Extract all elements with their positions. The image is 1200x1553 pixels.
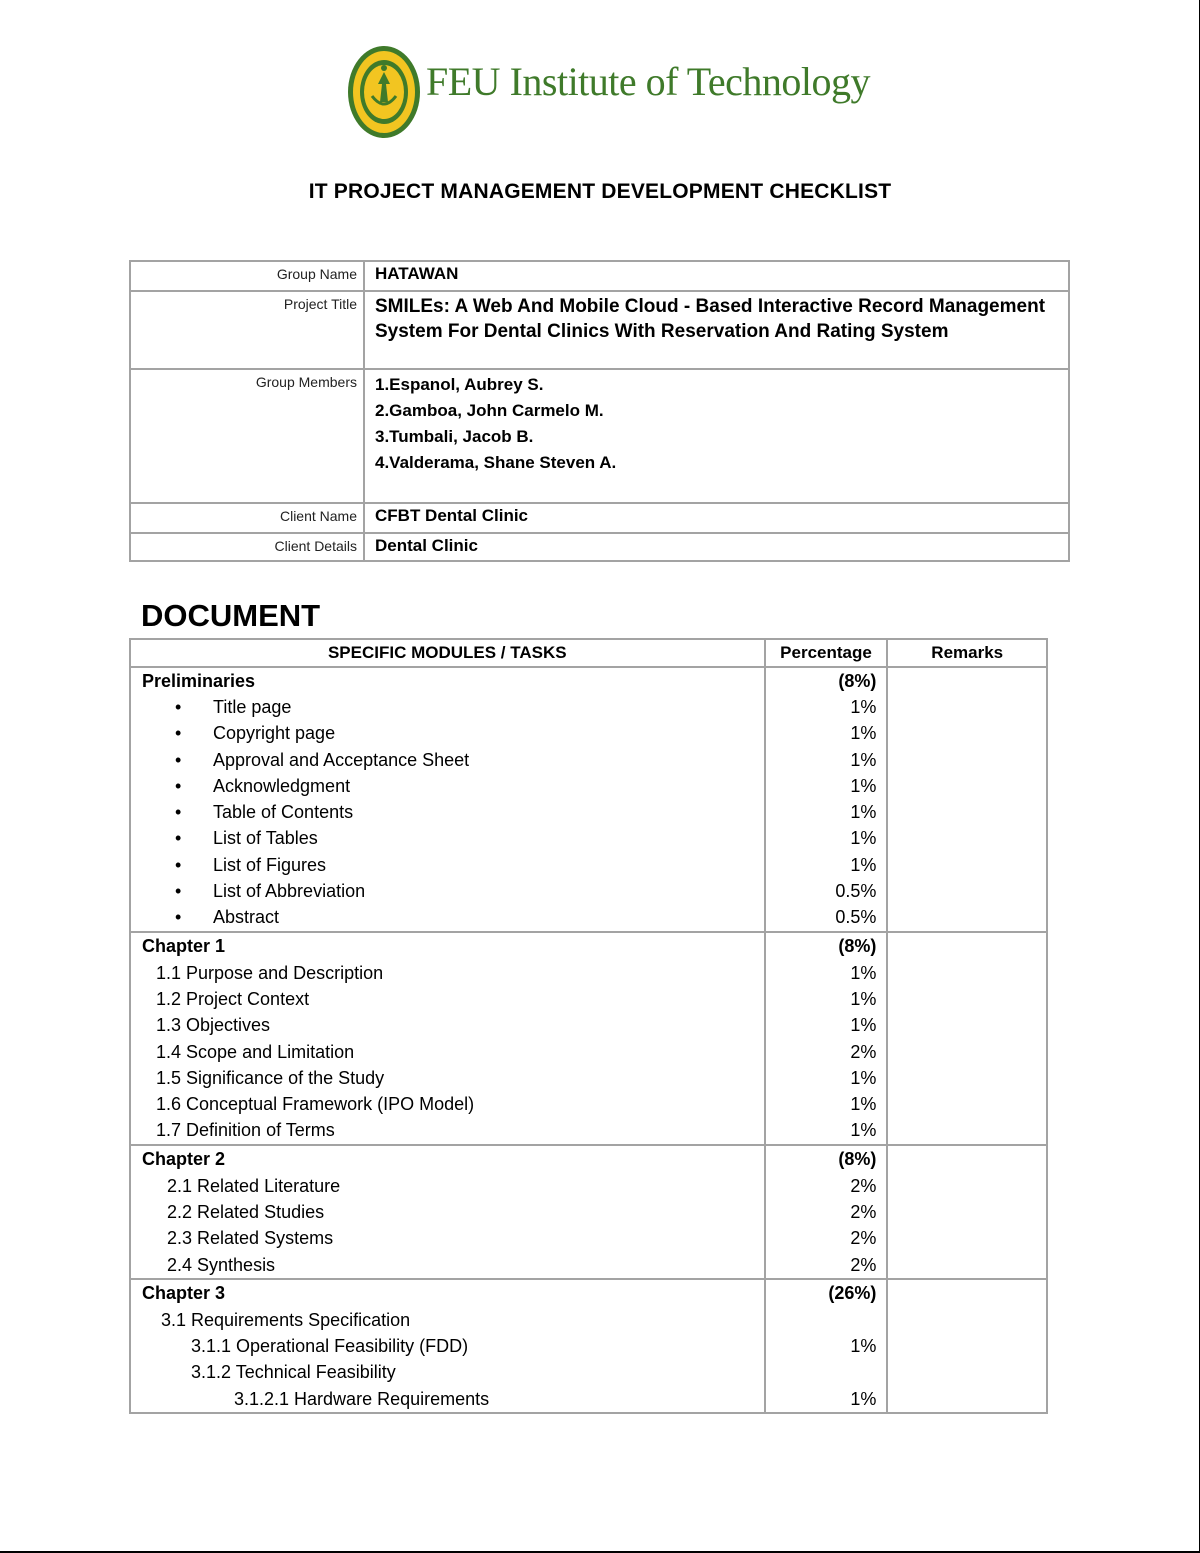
remarks-cell [887,747,1047,773]
task-percentage: 1% [765,694,888,720]
remarks-cell [887,1091,1047,1117]
remarks-cell [887,1334,1047,1360]
task-percentage: 1% [765,1013,888,1039]
info-row-group-name [130,261,1069,291]
group-members-list [364,369,1069,503]
task-label: Acknowledgment [213,775,351,796]
task-percentage: 1% [765,1386,888,1413]
table-row [130,1226,1047,1252]
table-row [130,986,1047,1012]
remarks-cell [887,852,1047,878]
task-percentage: 1% [765,773,888,799]
section-row-chapter-1 [130,932,1047,960]
remarks-cell [887,1252,1047,1279]
bullet-icon: • [175,749,182,770]
remarks-cell [887,1226,1047,1252]
info-row-client-name [130,503,1069,533]
task-label: Abstract [213,907,280,928]
task-label: Approval and Acceptance Sheet [213,749,470,770]
project-title-label: Project Title [130,291,364,369]
task-checklist-table [129,638,1048,1414]
task-percentage: 1% [765,799,888,825]
remarks-cell [887,878,1047,904]
section-title: Chapter 3 [130,1279,765,1307]
remarks-cell [887,905,1047,932]
task-percentage: 2% [765,1039,888,1065]
section-row-chapter-2 [130,1145,1047,1173]
section-row-chapter-3 [130,1279,1047,1307]
remarks-cell [887,1145,1047,1173]
section-title: Chapter 1 [130,932,765,960]
table-row [130,826,1047,852]
task-label: 3.1 Requirements Specification [130,1307,765,1333]
table-row [130,1173,1047,1199]
remarks-cell [887,1039,1047,1065]
task-percentage [765,1360,888,1386]
section-title: Chapter 2 [130,1145,765,1173]
task-label: List of Figures [213,854,327,875]
task-label: 3.1.2 Technical Feasibility [130,1360,765,1386]
task-label: 3.1.2.1 Hardware Requirements [130,1386,765,1413]
task-label: List of Abbreviation [213,881,366,902]
page-title: IT PROJECT MANAGEMENT DEVELOPMENT CHECKLIST [308,180,892,203]
column-header-percentage: Percentage [765,639,888,667]
document-heading: DOCUMENT [141,598,321,633]
task-percentage: 0.5% [765,878,888,904]
task-percentage: 1% [765,1065,888,1091]
task-label: 2.4 Synthesis [130,1252,765,1279]
bullet-icon: • [175,881,182,902]
client-name-label: Client Name [130,503,364,533]
task-label: Copyright page [213,723,336,744]
table-row [130,905,1047,932]
bullet-icon: • [175,696,182,717]
remarks-cell [887,932,1047,960]
table-row [130,960,1047,986]
member-item: 1.Espanol, Aubrey S. [375,375,544,394]
task-label: 1.5 Significance of the Study [130,1065,765,1091]
remarks-cell [887,721,1047,747]
task-percentage: 1% [765,747,888,773]
table-row [130,1065,1047,1091]
table-row [130,1013,1047,1039]
task-percentage: 1% [765,721,888,747]
remarks-cell [887,1360,1047,1386]
task-label: 1.3 Objectives [130,1013,765,1039]
task-percentage: 2% [765,1173,888,1199]
remarks-cell [887,773,1047,799]
table-row [130,747,1047,773]
info-row-client-details [130,533,1069,561]
group-name-label: Group Name [130,261,364,291]
task-label: 1.2 Project Context [130,986,765,1012]
table-row [130,1118,1047,1145]
column-header-tasks: SPECIFIC MODULES / TASKS [130,639,765,667]
task-label: 2.2 Related Studies [130,1199,765,1225]
remarks-cell [887,1013,1047,1039]
table-row [130,1091,1047,1117]
task-percentage: 0.5% [765,905,888,932]
task-label: 2.1 Related Literature [130,1173,765,1199]
task-label: 1.4 Scope and Limitation [130,1039,765,1065]
bullet-icon: • [175,802,182,823]
remarks-cell [887,826,1047,852]
section-title: Preliminaries [130,667,765,694]
remarks-cell [887,1386,1047,1413]
bullet-icon: • [175,907,182,928]
client-details-value: Dental Clinic [364,533,1069,561]
section-row-preliminaries [130,667,1047,694]
client-name-value: CFBT Dental Clinic [364,503,1069,533]
task-percentage: 1% [765,852,888,878]
project-info-table [129,260,1070,562]
group-members-label: Group Members [130,369,364,503]
logo-wordmark: FEU Institute of Technology [426,59,871,104]
bullet-icon: • [175,828,182,849]
table-row [130,1252,1047,1279]
task-percentage: 2% [765,1226,888,1252]
task-percentage: 1% [765,1118,888,1145]
table-row [130,878,1047,904]
feu-seal-icon [346,44,422,140]
table-row [130,773,1047,799]
section-percentage: (8%) [765,1145,888,1173]
table-row [130,1307,1047,1333]
institution-logo [346,44,876,140]
info-row-group-members [130,369,1069,503]
task-label: 1.6 Conceptual Framework (IPO Model) [130,1091,765,1117]
section-percentage: (26%) [765,1279,888,1307]
remarks-cell [887,1065,1047,1091]
remarks-cell [887,960,1047,986]
remarks-cell [887,1199,1047,1225]
task-percentage [765,1307,888,1333]
remarks-cell [887,1279,1047,1307]
table-row [130,1199,1047,1225]
remarks-cell [887,1118,1047,1145]
task-percentage: 1% [765,986,888,1012]
table-row [130,1360,1047,1386]
remarks-cell [887,986,1047,1012]
bullet-icon: • [175,854,182,875]
info-row-project-title [130,291,1069,369]
remarks-cell [887,1173,1047,1199]
member-item: 3.Tumbali, Jacob B. [375,427,534,446]
remarks-cell [887,1307,1047,1333]
table-row [130,721,1047,747]
task-percentage: 1% [765,960,888,986]
table-row [130,852,1047,878]
task-label: 1.1 Purpose and Description [130,960,765,986]
task-label: 3.1.1 Operational Feasibility (FDD) [130,1334,765,1360]
task-percentage: 1% [765,826,888,852]
table-row [130,1039,1047,1065]
remarks-cell [887,799,1047,825]
table-row [130,1334,1047,1360]
bullet-icon: • [175,723,182,744]
group-name-value: HATAWAN [364,261,1069,291]
column-header-remarks: Remarks [887,639,1047,667]
member-item: 4.Valderama, Shane Steven A. [375,453,617,472]
table-row [130,799,1047,825]
task-label: Table of Contents [213,802,354,823]
task-percentage: 1% [765,1091,888,1117]
task-label: List of Tables [213,828,318,849]
remarks-cell [887,667,1047,694]
project-title-value: SMILEs: A Web And Mobile Cloud - Based Interactive Record Management System For Dental Clinics With Reservation And Rating System [375,296,1046,342]
section-percentage: (8%) [765,667,888,694]
task-percentage: 1% [765,1334,888,1360]
member-item: 2.Gamboa, John Carmelo M. [375,401,604,420]
task-label: 2.3 Related Systems [130,1226,765,1252]
remarks-cell [887,694,1047,720]
task-label: 1.7 Definition of Terms [130,1118,765,1145]
client-details-label: Client Details [130,533,364,561]
table-header-row [130,639,1047,667]
table-row [130,694,1047,720]
table-row [130,1386,1047,1413]
task-percentage: 2% [765,1252,888,1279]
task-label: Title page [213,696,292,717]
section-percentage: (8%) [765,932,888,960]
bullet-icon: • [175,775,182,796]
task-percentage: 2% [765,1199,888,1225]
